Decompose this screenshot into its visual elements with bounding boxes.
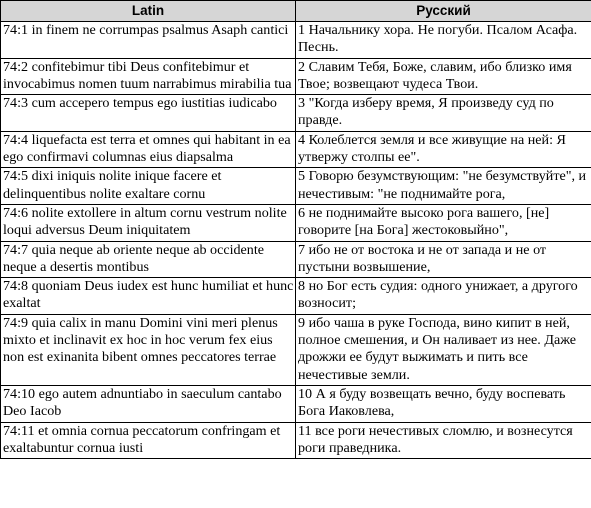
latin-cell: 74:1 in finem ne corrumpas psalmus Asaph cantici <box>1 22 296 59</box>
russian-cell: 4 Колеблется земля и все живущие на ней: Я утвержу столпы ее". <box>296 131 591 168</box>
russian-cell: 3 "Когда изберу время, Я произведу суд по правде. <box>296 95 591 132</box>
russian-cell: 5 Говорю безумствующим: "не безумствуйте", и нечестивым: "не поднимайте рога, <box>296 168 591 205</box>
russian-cell: 8 но Бог есть судия: одного унижает, а другого возносит; <box>296 278 591 315</box>
latin-cell: 74:4 liquefacta est terra et omnes qui habitant in ea ego confirmavi columnas eius diapsalma <box>1 131 296 168</box>
latin-cell: 74:3 cum accepero tempus ego iustitias iudicabo <box>1 95 296 132</box>
table-row <box>1 422 591 459</box>
russian-cell: 9 ибо чаша в руке Господа, вино кипит в ней, полное смешения, и Он наливает из нее. Даже дрожжи ее будут выжимать и пить все нечестивые земли. <box>296 314 591 385</box>
table-row <box>1 131 591 168</box>
russian-cell: 6 не поднимайте высоко рога вашего, [не] говорите [на Бога] жестоковыйно", <box>296 204 591 241</box>
table-row <box>1 278 591 315</box>
column-header-latin: Latin <box>1 1 296 22</box>
latin-cell: 74:7 quia neque ab oriente neque ab occidente neque a desertis montibus <box>1 241 296 278</box>
table-row <box>1 95 591 132</box>
russian-cell: 7 ибо не от востока и не от запада и не от пустыни возвышение, <box>296 241 591 278</box>
russian-cell: 10 А я буду возвещать вечно, буду воспевать Бога Иаковлева, <box>296 385 591 422</box>
table-row <box>1 241 591 278</box>
latin-cell: 74:9 quia calix in manu Domini vini meri plenus mixto et inclinavit ex hoc in hoc verum fex eius non est exinanita bibent omnes peccatores terrae <box>1 314 296 385</box>
table-row <box>1 168 591 205</box>
table-row <box>1 58 591 95</box>
header-row <box>1 1 591 22</box>
russian-cell: 2 Славим Тебя, Боже, славим, ибо близко имя Твое; возвещают чудеса Твои. <box>296 58 591 95</box>
table-row <box>1 204 591 241</box>
russian-cell: 11 все роги нечестивых сломлю, и вознесутся роги праведника. <box>296 422 591 459</box>
russian-cell: 1 Начальнику хора. Не погуби. Псалом Асафа. Песнь. <box>296 22 591 59</box>
latin-cell: 74:8 quoniam Deus iudex est hunc humiliat et hunc exaltat <box>1 278 296 315</box>
latin-cell: 74:2 confitebimur tibi Deus confitebimur et invocabimus nomen tuum narrabimus mirabilia tua <box>1 58 296 95</box>
latin-cell: 74:5 dixi iniquis nolite inique facere et delinquentibus nolite exaltare cornu <box>1 168 296 205</box>
latin-cell: 74:6 nolite extollere in altum cornu vestrum nolite loqui adversus Deum iniquitatem <box>1 204 296 241</box>
latin-cell: 74:11 et omnia cornua peccatorum confringam et exaltabuntur cornua iusti <box>1 422 296 459</box>
latin-cell: 74:10 ego autem adnuntiabo in saeculum cantabo Deo Iacob <box>1 385 296 422</box>
table-header <box>1 1 591 22</box>
table-row <box>1 314 591 385</box>
table-row <box>1 385 591 422</box>
table-body <box>1 22 591 459</box>
table-row <box>1 22 591 59</box>
column-header-russian: Русский <box>296 1 591 22</box>
